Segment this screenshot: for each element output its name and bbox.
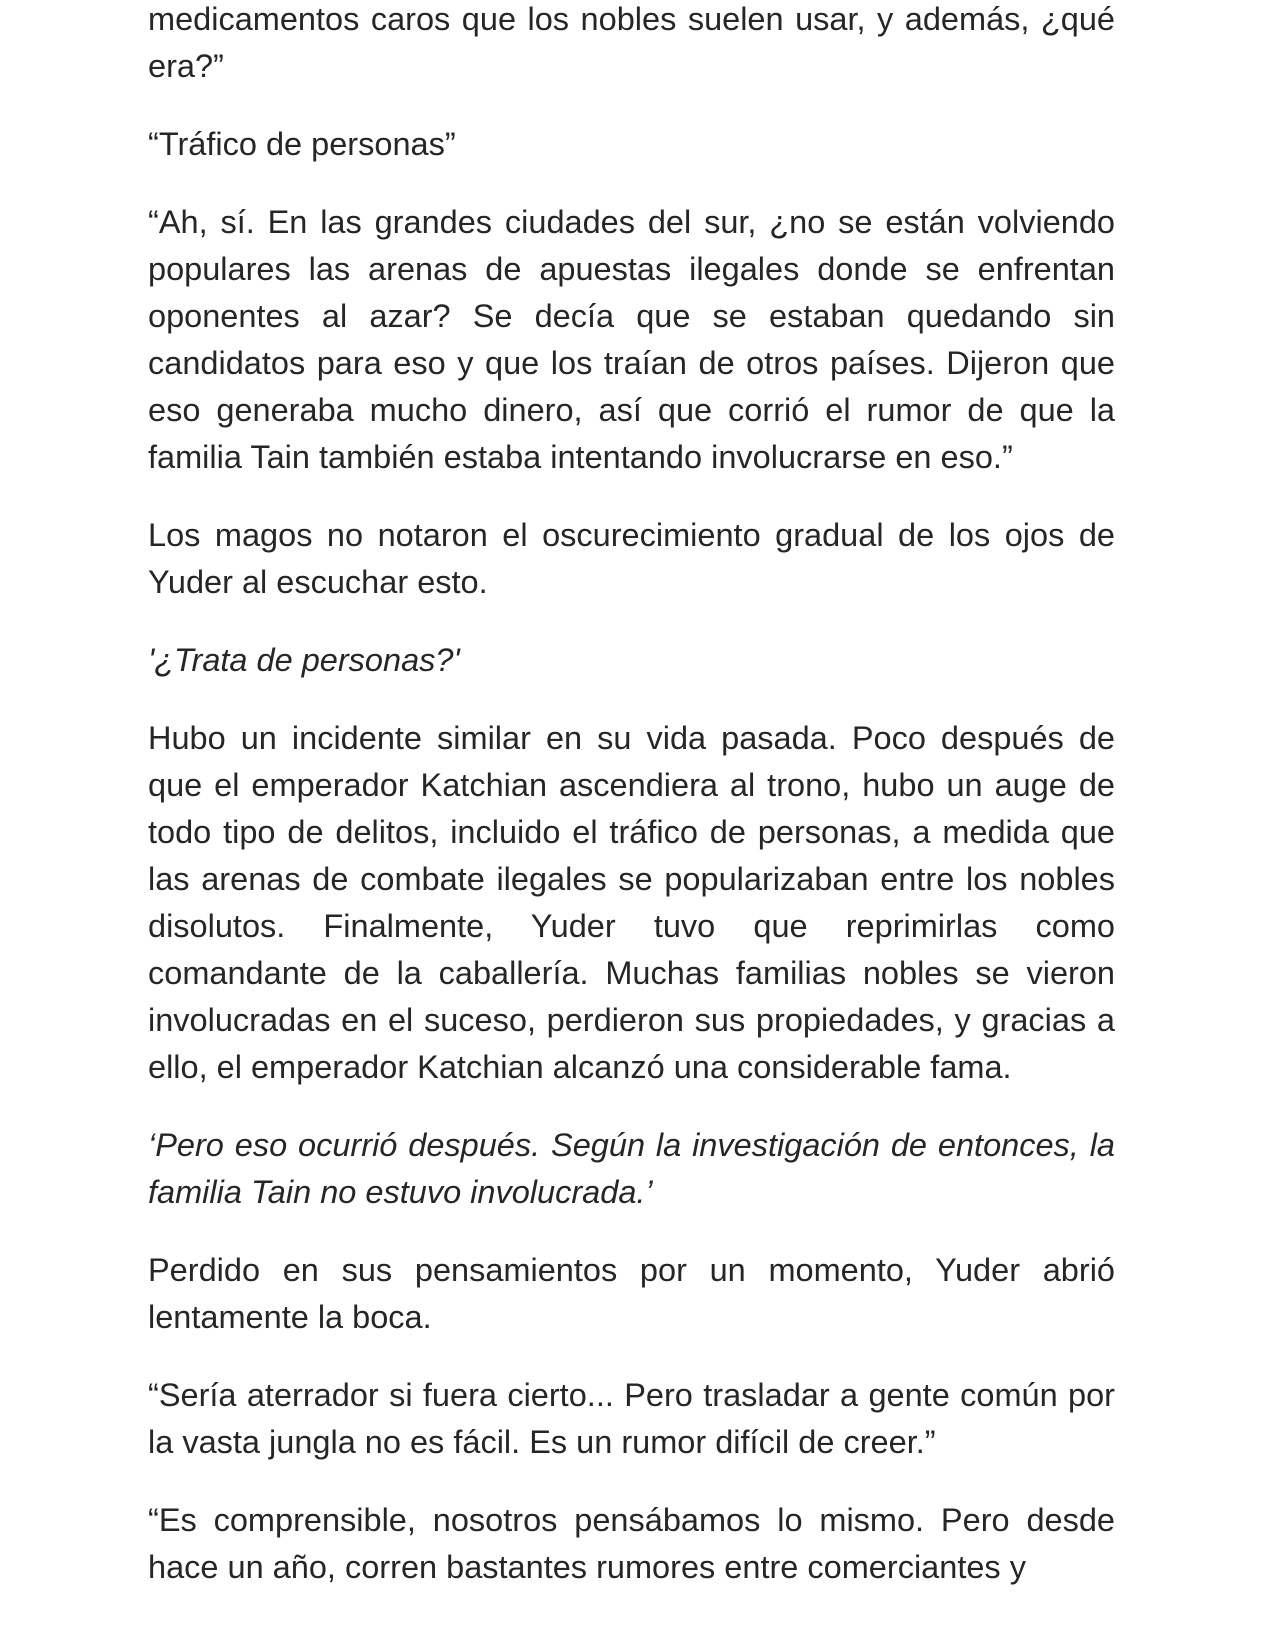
paragraph: “Tráfico de personas” xyxy=(148,126,456,162)
document-page xyxy=(148,0,1115,1622)
paragraph: Hubo un incidente similar en su vida pasada. Poco después de que el emperador Katchian ascendiera al trono, hubo un auge de todo tipo de delitos, incluido el tráfico de personas, a medida que las arenas de combate ilegales se popularizaban entre los nobles disolutos. Finalmente, Yuder tuvo que reprimirlas como comandante de la caballería. Muchas familias nobles se vieron involucradas en el suceso, perdieron sus propiedades, y gracias a ello, el emperador Katchian alcanzó una considerable fama. xyxy=(148,720,1115,1085)
paragraph: “Sería aterrador si fuera cierto... Pero trasladar a gente común por la vasta jungla no es fácil. Es un rumor difícil de creer.” xyxy=(148,1377,1115,1460)
paragraph: medicamentos caros que los nobles suelen usar, y además, ¿qué era?” xyxy=(148,1,1115,84)
italic-thought-paragraph: '¿Trata de personas?' xyxy=(148,642,460,678)
italic-thought-paragraph: ‘Pero eso ocurrió después. Según la investigación de entonces, la familia Tain no estuvo involucrada.’ xyxy=(148,1127,1115,1210)
paragraph: Los magos no notaron el oscurecimiento gradual de los ojos de Yuder al escuchar esto. xyxy=(148,517,1115,600)
paragraph: Perdido en sus pensamientos por un momento, Yuder abrió lentamente la boca. xyxy=(148,1252,1115,1335)
paragraph: “Ah, sí. En las grandes ciudades del sur, ¿no se están volviendo populares las arenas de apuestas ilegales donde se enfrentan oponentes al azar? Se decía que se estaban quedando sin candidatos para eso y que los traían de otros países. Dijeron que eso generaba mucho dinero, así que corrió el rumor de que la familia Tain también estaba intentando involucrarse en eso.” xyxy=(148,204,1115,475)
paragraph: “Es comprensible, nosotros pensábamos lo mismo. Pero desde hace un año, corren bastantes rumores entre comerciantes y xyxy=(148,1502,1115,1585)
